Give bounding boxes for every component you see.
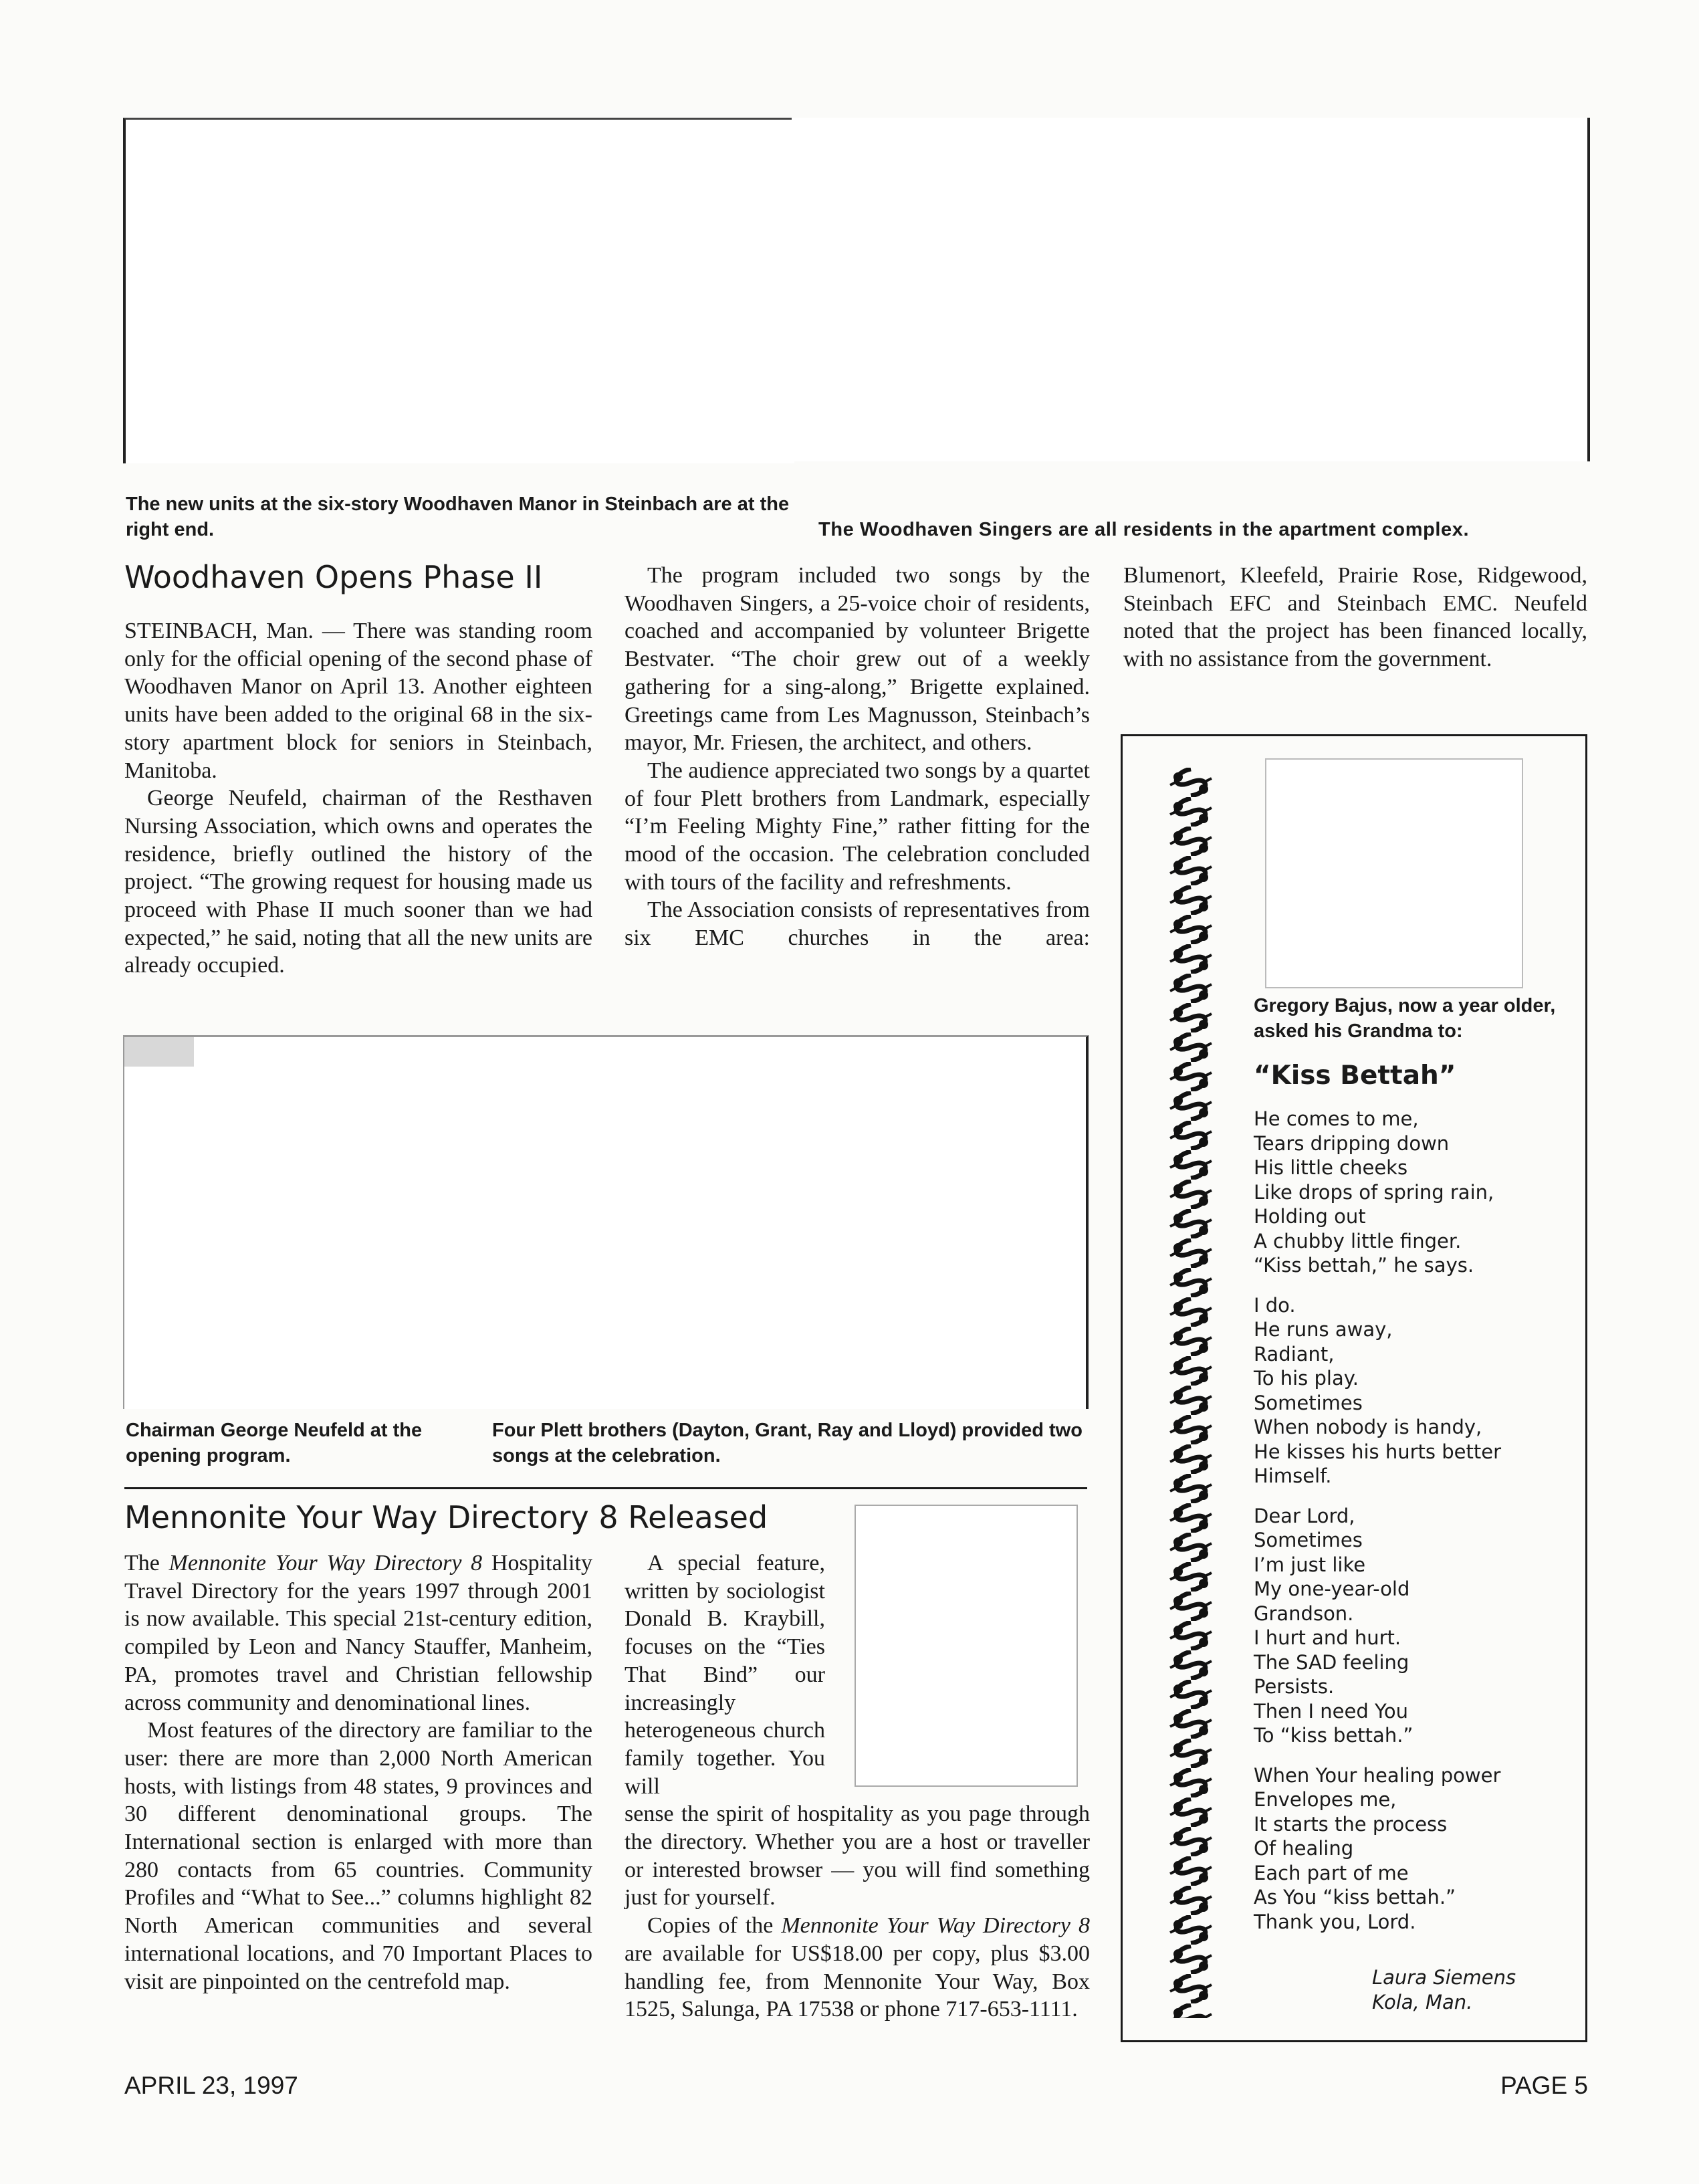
poem-intro: Gregory Bajus, now a year older, asked his Grandma to: [1254, 995, 1556, 1042]
poem-stanza-1 [1254, 1107, 1575, 1278]
article1-column-2 [625, 562, 1090, 952]
poem-stanza-2 [1254, 1293, 1575, 1489]
article1-paragraph-6: Blumenort, Kleefeld, Prairie Rose, Ridgewood, Steinbach EFC and Steinbach EMC. Neufeld noted that the project has been financed locally, with no assistance from the government. [1123, 563, 1587, 672]
caption-woodhaven-manor: The new units at the six-story Woodhaven Manor in Steinbach are at the right end. [126, 494, 790, 540]
poem-line: Then I need You [1254, 1699, 1408, 1723]
poem-line: When Your healing power [1254, 1763, 1501, 1787]
poem-line: Dear Lord, [1254, 1504, 1355, 1527]
photo-plett-brothers [484, 1035, 1089, 1409]
poem-line: It starts the process [1254, 1812, 1448, 1836]
footer-page-number: PAGE 5 [1500, 2072, 1588, 2099]
poem-line: Tears dripping down [1254, 1131, 1450, 1155]
poem-line: He comes to me, [1254, 1107, 1419, 1130]
poem-line: Envelopes me, [1254, 1788, 1397, 1811]
poem-line: Radiant, [1254, 1342, 1335, 1366]
caption-george-neufeld: Chairman George Neufeld at the opening program. [126, 1420, 423, 1466]
caption-plett-brothers: Four Plett brothers (Dayton, Grant, Ray and Lloyd) provided two songs at the celebration. [492, 1420, 1083, 1466]
poem-body [1254, 1107, 1575, 1949]
poem-line: To “kiss bettah.” [1254, 1724, 1413, 1747]
poem-line: Each part of me [1254, 1861, 1409, 1884]
poem-line: A chubby little finger. [1254, 1229, 1462, 1252]
article2-column-2 [625, 1549, 1090, 2024]
article2-narrow-text: A special feature, written by sociologist Donald B. Kraybill, focuses on the “Ties That Bind” our increasingly heterogeneous church family together. You will [625, 1551, 825, 1799]
poem-line: Like drops of spring rain, [1254, 1180, 1494, 1204]
poem-line: The SAD feeling [1254, 1650, 1409, 1674]
photo-gregory-bajus [1265, 758, 1523, 988]
article2-paragraph-2: Most features of the directory are familiar to the user: there are more than 2,000 North American hosts, with listings from 48 states, 9 provinces and 30 different denominational groups. The International section is enlarged with more than 280 contacts from 65 countries. Community Profiles and “What to See...” columns highlight 82 North American communities and several international locations, and 70 Important Places to visit are pinpointed on the centrefold map. [124, 1718, 592, 1994]
poem-line: When nobody is handy, [1254, 1416, 1482, 1438]
poem-stanza-4 [1254, 1763, 1575, 1935]
article1-column-1 [124, 617, 592, 980]
poem-line: I do. [1254, 1293, 1296, 1317]
poem-line: To his play. [1254, 1367, 1359, 1390]
poem-line: His little cheeks [1254, 1156, 1408, 1179]
decorative-vine-border [1165, 768, 1217, 2018]
poem-line: Persists. [1254, 1675, 1335, 1698]
footer-date: APRIL 23, 1997 [124, 2072, 298, 2099]
article2-headline: Mennonite Your Way Directory 8 Released [124, 1499, 768, 1535]
poem-stanza-3 [1254, 1504, 1575, 1748]
article2-wide-text: sense the spirit of hospitality as you page through the directory. Whether you are a host or traveller or interested browser — you will find something just for yourself. [625, 1801, 1090, 1910]
article2-paragraph-3 [625, 1549, 1090, 1912]
photo-george-neufeld [123, 1035, 485, 1409]
poem-line: “Kiss bettah,” he says. [1254, 1254, 1474, 1277]
caption-woodhaven-singers: The Woodhaven Singers are all residents in the apartment complex. [818, 519, 1470, 540]
photo-corner-shadow [124, 1037, 194, 1067]
article1-paragraph-2: George Neufeld, chairman of the Resthaven Nursing Association, which owns and operates the residence, briefly outlined the history of the project. “The growing request for housing made us proceed with Phase II much sooner than we had expected,” he said, noting that all the new units are already occupied. [124, 786, 592, 978]
poem-line: He runs away, [1254, 1318, 1393, 1341]
poem-line: Sometimes [1254, 1391, 1363, 1414]
photo-woodhaven-manor [123, 118, 794, 463]
poem-line: He kisses his hurts better [1254, 1440, 1502, 1463]
section-divider [124, 1487, 1087, 1489]
poem-line: Himself. [1254, 1464, 1332, 1487]
article2-column-1 [124, 1549, 592, 1995]
article1-headline: Woodhaven Opens Phase II [124, 559, 543, 595]
poem-line: Grandson. [1254, 1602, 1354, 1625]
article2-paragraph-1: The Mennonite Your Way Directory 8 Hospitality Travel Directory for the years 1997 through 2001 is now available. This special 21st-century edition, compiled by Leon and Nancy Stauffer, Manheim, PA, promotes travel and Christian fellowship across community and denominational lines. [124, 1551, 592, 1715]
poem-author [1372, 1965, 1516, 2014]
poem-author-place: Kola, Man. [1372, 1990, 1473, 2013]
article1-paragraph-4: The audience appreciated two songs by a quartet of four Plett brothers from Landmark, especially “I’m Feeling Mighty Fine,” rather fitting for the mood of the occasion. The celebration concluded with tours of the facility and refreshments. [625, 758, 1090, 895]
poem-line: As You “kiss bettah.” [1254, 1886, 1456, 1908]
poem-line: Holding out [1254, 1205, 1366, 1228]
article1-paragraph-5: The Association consists of representatives from six EMC churches in the area: [625, 897, 1090, 951]
poem-line: My one-year-old [1254, 1577, 1410, 1600]
poem-line: Sometimes [1254, 1529, 1363, 1551]
poem-line: Of healing [1254, 1837, 1354, 1860]
article1-column-3 [1123, 562, 1587, 673]
poem-line: Thank you, Lord. [1254, 1910, 1416, 1933]
poem-line: I hurt and hurt. [1254, 1626, 1401, 1649]
poem-line: I’m just like [1254, 1553, 1366, 1576]
article1-paragraph-1: STEINBACH, Man. — There was standing room only for the official opening of the second phase of Woodhaven Manor on April 13. Another eighteen units have been added to the original 68 in the six-story apartment block for seniors in Steinbach, Manitoba. [124, 619, 592, 783]
article1-paragraph-3: The program included two songs by the Woodhaven Singers, a 25-voice choir of residents, coached and accompanied by volunteer Brigette Bestvater. “The choir grew out of a weekly gathering for a sing-along,” Brigette explained. Greetings came from Les Magnusson, Steinbach’s mayor, Mr. Friesen, the architect, and others. [625, 563, 1090, 756]
article2-paragraph-4: Copies of the Mennonite Your Way Directory 8 are available for US$18.00 per copy, plus $3.00 handling fee, from Mennonite Your Way, Box 1525, Salunga, PA 17538 or phone 717-653-1111. [625, 1913, 1090, 2022]
photo-woodhaven-singers [792, 118, 1590, 461]
poem-author-name: Laura Siemens [1372, 1966, 1516, 1989]
poem-title: “Kiss Bettah” [1254, 1061, 1456, 1091]
